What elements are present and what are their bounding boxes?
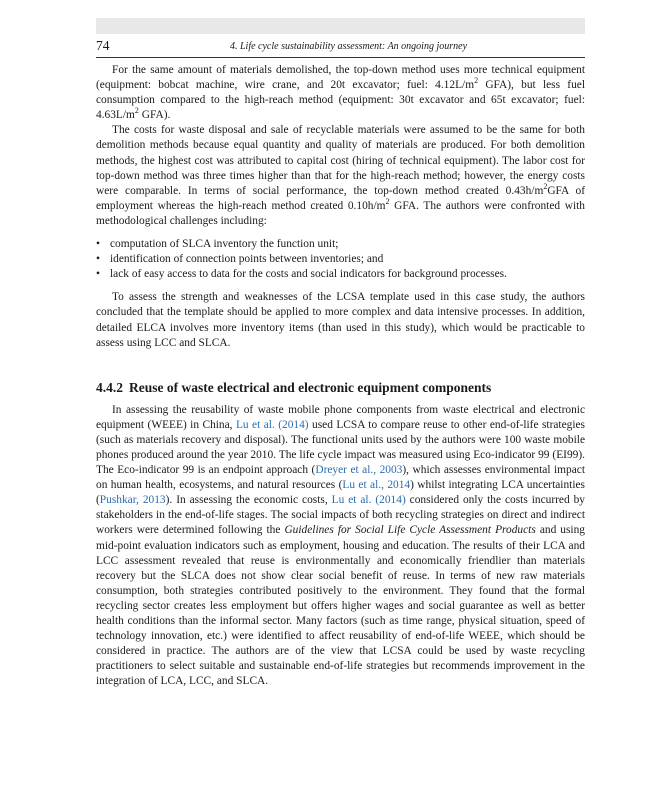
running-title: 4. Life cycle sustainability assessment: An ongoing journey: [230, 41, 468, 52]
list-item: • computation of SLCA inventory the function unit;: [96, 237, 585, 252]
list-item: • identification of connection points between inventories; and: [96, 252, 585, 267]
citation-link[interactable]: Dreyer et al., 2003: [315, 464, 403, 477]
challenges-list: [96, 237, 585, 282]
section-number: 4.4.2: [96, 379, 123, 395]
page-content: [96, 63, 585, 689]
page-header: [96, 37, 585, 58]
guidelines-title: Guidelines for Social Life Cycle Assessment Products: [284, 524, 536, 537]
list-item: • lack of easy access to data for the costs and social indicators for background processes.: [96, 267, 585, 282]
paragraph: The costs for waste disposal and sale of recyclable materials were assumed to be the same for both demolition methods because equal quantity and quality of materials are produced. For both demolition methods, the highest cost was attributed to capital cost (hiring of technical equipment). The labor cost for top-down method was three times higher than that for the high-reach method; however, the energy costs were comparable. In terms of social performance, the top-down method created $0.43h/m^2GFA$ of employment whereas the high-reach method created $0.10h/m^2$ GFA. The authors were confronted with methodological challenges including:: [96, 124, 585, 227]
top-gray-bar: [96, 18, 585, 34]
page-number: 74: [96, 38, 110, 53]
citation-link[interactable]: Lu et al. (2014): [235, 418, 309, 431]
section-title: Reuse of waste electrical and electronic equipment components: [129, 379, 492, 395]
paragraph: In assessing the reusability of waste mobile phone components from waste electrical and electronic equipment (WEEE) in China, Lu et al. (2014) used LCSA to compare reuse to other end-of-life strategies (such as materials recovery and disposal). The functional units used by the authors were 100 waste mobile phones produced around the year 2010. The life cycle impact was measured using Eco-indicator 99 (EI99). The Eco-indicator 99 is an endpoint approach (Dreyer et al., 2003), which assesses environmental impact on human health, ecosystems, and natural resources (Lu et al., 2014) whilst integrating LCA uncertainties (Pushkar, 2013). In assessing the economic costs, Lu et al. (2014) considered only the costs incurred by stakeholders in the end-of-life stages. The social impacts of both recycling strategies on direct and indirect workers were determined following the Guidelines for Social Life Cycle Assessment Products and using mid-point evaluation indicators such as employment, housing and education. The results of their LCA and LCC assessment revealed that reuse is environmentally and economically friendlier than materials recovery but the SLCA does not show clear social benefit of reuse. In terms of new raw materials consumption, both strategies contributed positively to the environment. They found that the formal recycling sector creates less employment but offers higher wages and social guarantee as well as better health conditions than the informal sector. Many factors (such as time range, physical situation, speed of technology innovation, etc.) were identified to affect reusability of end-of-life WEEE, which should be considered in practice. The authors are of the view that LCSA could be used by waste recycling practitioners to select suitable and sustainable end-of-life strategies but recommends improvement in the integration of LCA, LCC, and SLCA.: [96, 403, 585, 688]
paragraph: To assess the strength and weaknesses of the LCSA template used in this case study, the authors concluded that the template should be applied to more complex and data intensive processes. In addition, detailed ELCA involves more inventory items (than used in this study), which would be practicable to assess using LCC and SLCA.: [96, 291, 585, 349]
citation-link[interactable]: Lu et al. (2014): [331, 494, 406, 507]
citation-link[interactable]: Pushkar, 2013: [99, 494, 166, 507]
section-heading: [96, 379, 585, 397]
paragraph: For the same amount of materials demolished, the top-down method uses more technical equipment (equipment: bobcat machine, wire crane, and 20t excavator; fuel: $4.12L/m^2$ GFA), but less fuel consumption compared to the high-reach method (equipment: 30t excavator and 65t excavator; fuel: $4.63L/m^2$ GFA).: [96, 64, 585, 122]
citation-link[interactable]: Lu et al., 2014: [342, 479, 411, 492]
